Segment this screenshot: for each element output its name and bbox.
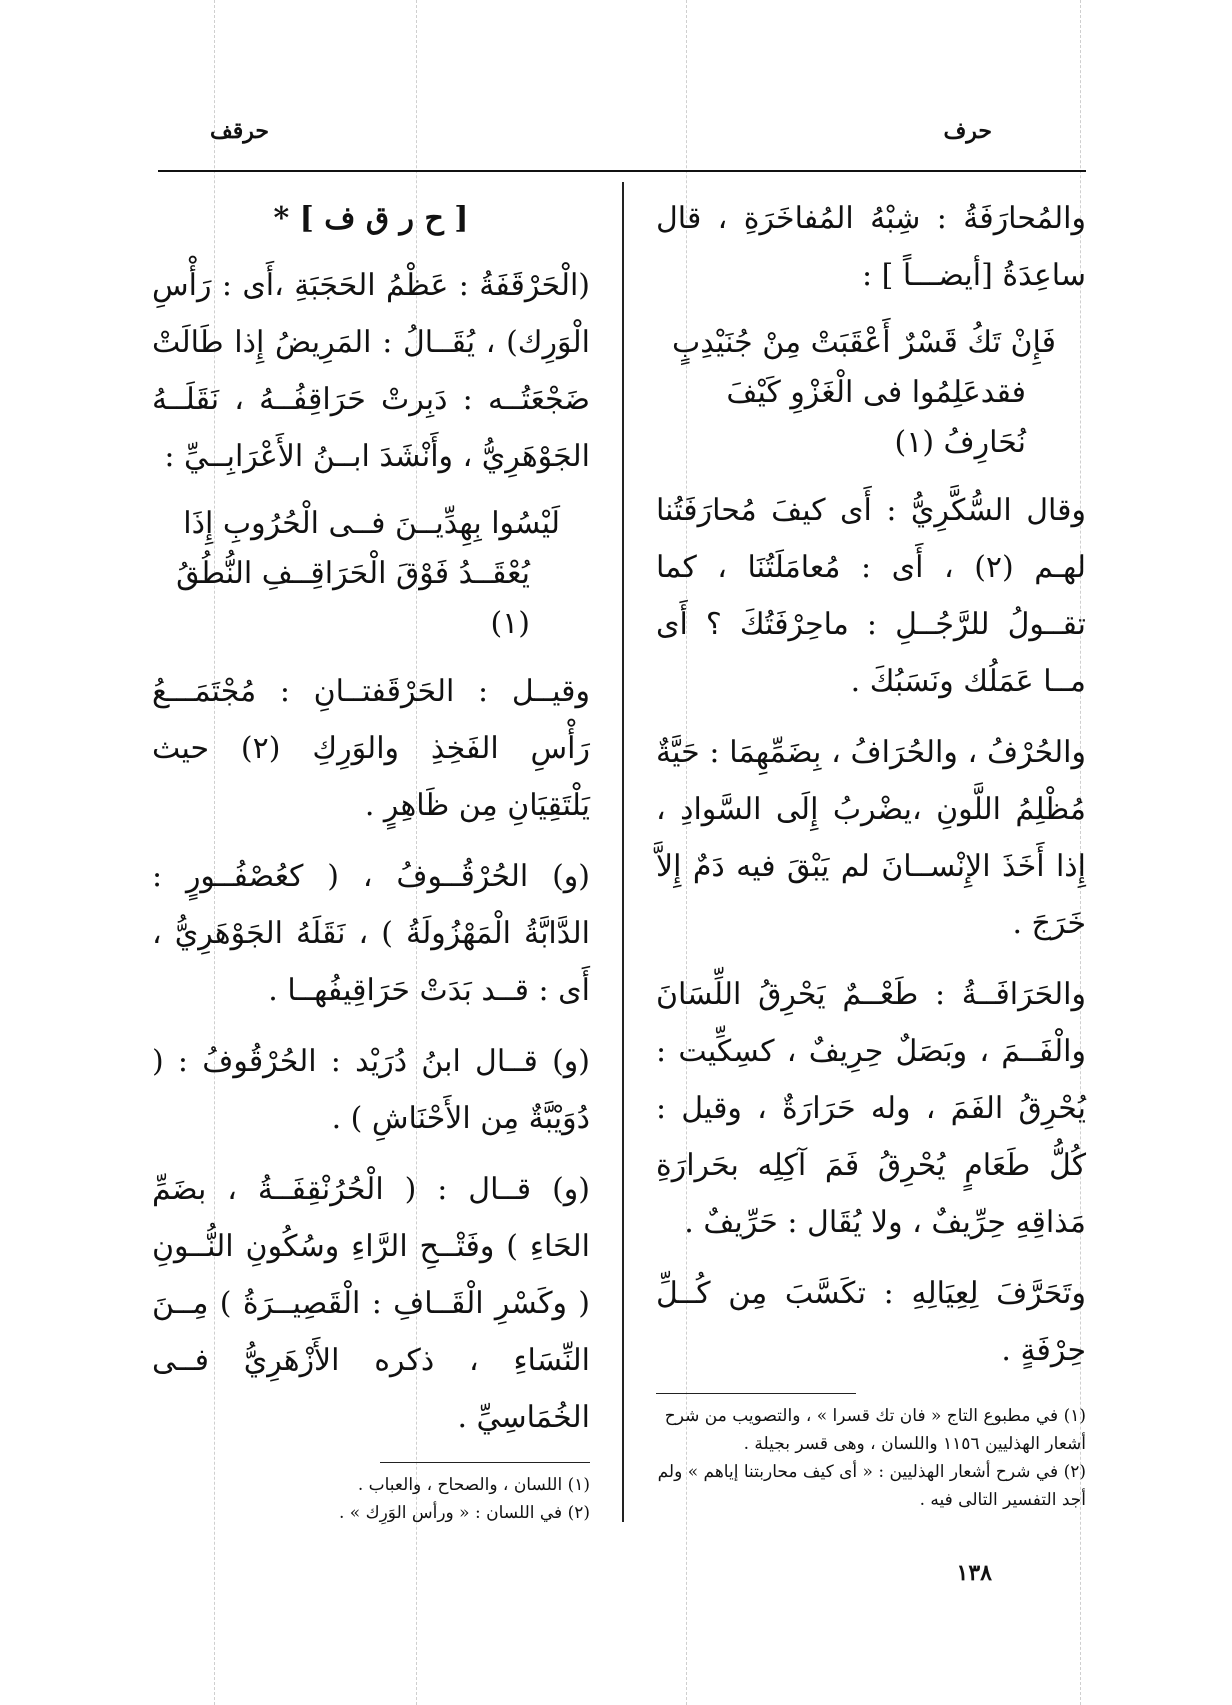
verse-hemistich-2: فقدعَلِمُوا فى الْغَزْوِ كَيْفَ نُحَارِفُ (١) — [726, 375, 1026, 460]
footnote: (١) في مطبوع التاج « فان تك قسرا » ، والتصويب من شرح أشعار الهذليين ١١٥٦ واللسان ، وهى قسر بجيلة . — [664, 1406, 1086, 1454]
verse-hemistich-1: لَيْسُوا بِهِدِّيــنَ فــى الْحُرُوبِ إِذَا — [183, 506, 560, 541]
page-number: ١٣٨ — [956, 1560, 992, 1586]
entry-paragraph: والحَرَافَــةُ : طَعْــمٌ يَحْرِقُ اللِّسَانَ والْفَــمَ ، وبَصَلٌ حِرِيفٌ ، كسِكِّيت : يُحْرِقُ الفَمَ ، وله حَرَارَةٌ ، وقيل : كُلُّ طَعَامٍ يُحْرِقُ فَمَ آكِلِه بحَرارَةِ مَذاقِهِ حِرِّيفٌ ، ولا يُقَال : حَرِّيفٌ . — [656, 977, 1086, 1240]
entry-paragraph: والحُرْفُ ، والحُرَافُ ، بِضَمِّهِمَا : حَيَّةٌ مُظْلِمُ اللَّونِ ،يضْربُ إِلَى السَّوادِ ، إِذا أَخَذَ الإِنْســانَ لم يَبْقَ فيه دَمٌ إِلاَّ خَرَجَ . — [656, 735, 1086, 941]
verse — [656, 318, 1086, 468]
verse-hemistich-1: فَإِنْ تَكُ قَسْرٌ أَعْقَبَتْ مِنْ جُنَيْدِبٍ — [672, 325, 1056, 360]
running-header — [160, 118, 1092, 158]
entry-paragraph: وقيــل : الحَرْقَفتــانِ : مُجْتَمَـــعُ رَأْسِ الفَخِذِ والوَرِكِ (٢) حيث يَلْتَقِيَانِ مِن ظَاهِرٍ . — [152, 674, 590, 823]
right-column — [656, 190, 1086, 1514]
left-column — [152, 190, 590, 1527]
footnotes — [656, 1402, 1086, 1514]
entry-paragraph: وقال السُّكَّرِيُّ : أَى كيفَ مُحارَفَتُنا لهـم (٢) ، أَى : مُعامَلَتُنَا ، كما تقــولُ للرَّجُــلِ : ماحِرْفَتُكَ ؟ أَى مــا عَمَلُك ونَسَبُكَ . — [656, 493, 1086, 699]
footnote-rule — [380, 1462, 590, 1463]
entry-paragraph: (و) قــال ابنُ دُرَيْد : الحُرْقُوفُ : ( دُوَيْبَّةٌ مِن الأَحْنَاشِ ) . — [152, 1044, 590, 1136]
entry-paragraph: (الْحَرْقَفَةُ : عَظْمُ الحَجَبَةِ ،أَى : رَأْسِ الْوَرِك) ، يُقَــالُ : المَرِيضُ إِذا طَالَتْ ضَجْعَتُــه : دَبِرتْ حَرَاقِفُــهُ ، نَقَلَــهُ الجَوْهَرِيُّ ، وأَنْشَدَ ابــنُ الأَعْرَابِــيِّ : — [152, 268, 590, 474]
header-right-word: حرف — [943, 118, 992, 144]
entry-paragraph: (و) قــال : ( الْحُرُنْقِفَــةُ ، بضَمِّ الحَاءِ ) وفَتْــحِ الرَّاءِ وسُكُونِ النُّــونِ ( وكَسْرِ الْقَــافِ : الْقَصِيــرَةُ ) مِــنَ النِّسَاءِ ، ذكره الأَزْهَرِيُّ فــى الخُمَاسِيِّ . — [152, 1172, 590, 1435]
footnote: (٢) في اللسان : « ورأس الوَرِك » . — [338, 1503, 590, 1523]
entry-paragraph: (و) الحُرْقُــوفُ ، ( كعُصْفُــورٍ : الدَّابَّةُ الْمَهْزُولَةُ ) ، نَقَلَهُ الجَوْهَرِيُّ ، أَى : قــد بَدَتْ حَرَاقِيفُهــا . — [152, 859, 590, 1008]
verse-hemistich-2: يُعْقَــدُ فَوْقَ الْحَرَاقِــفِ النُّطُقُ (١) — [176, 556, 530, 641]
entry-paragraph: وتَحَرَّفَ لِعِيَالِهِ : تكَسَّبَ مِن كُــلِّ حِرْفَةٍ . — [656, 1276, 1086, 1368]
column-divider — [622, 182, 624, 1522]
footnotes — [152, 1471, 590, 1527]
footnote-rule — [656, 1393, 856, 1394]
entry-root-title: [ ح ر ق ف ] * — [273, 201, 469, 236]
footnote: (٢) في شرح أشعار الهذليين : « أى كيف محاربتنا إياهم » ولم أجد التفسير التالى فيه . — [657, 1462, 1086, 1510]
entry-paragraph: والمُحارَفَةُ : شِبْهُ المُفاخَرَةِ ، قال ساعِدَةُ [أيضـــاً ] : — [656, 201, 1086, 293]
header-rule — [158, 170, 1086, 172]
header-left-word: حرقف — [210, 118, 270, 144]
verse — [152, 499, 590, 649]
footnote: (١) اللسان ، والصحاح ، والعباب . — [357, 1475, 590, 1495]
